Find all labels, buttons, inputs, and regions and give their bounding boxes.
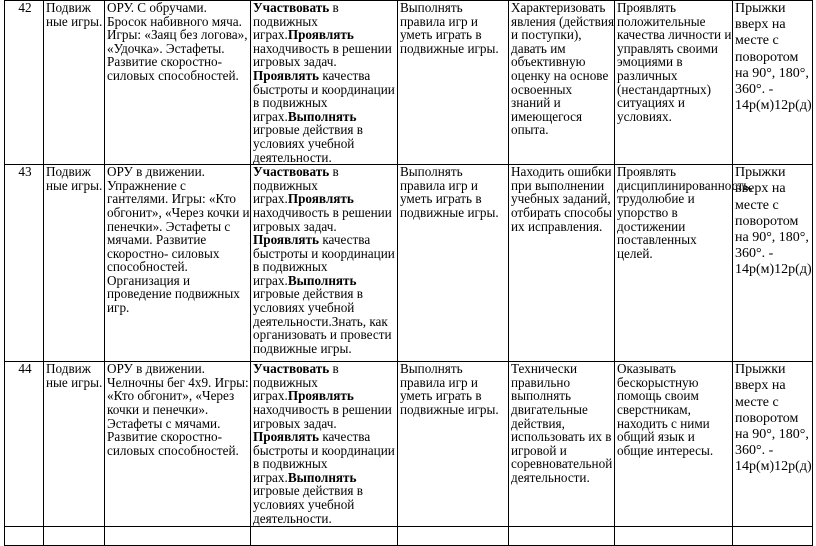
- activity-verb: Проявлять: [287, 191, 354, 207]
- activity-text: находчивость в решении игровых задач.: [253, 40, 392, 70]
- activity-text: игровые действия в условиях учебной деятельности.: [253, 483, 364, 526]
- table-row: [5, 362, 813, 527]
- activity-text: качества быстроты и координации в подвижных играх.: [253, 429, 395, 485]
- meta-result: Находить ошибки при выполнении учебных заданий, отбирать способы их исправления.: [509, 165, 615, 362]
- lesson-number: 42: [5, 1, 44, 165]
- activity-verb: Проявлять: [287, 27, 354, 43]
- activity-verb: Проявлять: [253, 67, 320, 83]
- activity-text: в подвижных играх.: [253, 0, 339, 43]
- empty-cell: [44, 527, 105, 546]
- personal-result: Оказывать бескорыстную помощь своим сверстникам, находить с ними общий язык и общие интересы.: [615, 362, 733, 527]
- activity-text: в подвижных играх.: [253, 164, 339, 207]
- activity-description: [251, 362, 398, 527]
- empty-cell: [5, 527, 44, 546]
- activity-description: [251, 165, 398, 362]
- empty-cell: [733, 527, 813, 546]
- activity-verb: Выполнять: [287, 108, 357, 124]
- activity-verb: Выполнять: [287, 272, 357, 288]
- activity-verb: Проявлять: [253, 232, 320, 248]
- empty-cell: [398, 527, 509, 546]
- lesson-type: Подвиж ные игры.: [44, 165, 105, 362]
- homework: Прыжки вверх на месте с поворотом на 90°, 180°, 360°. - 14р(м)12р(д): [733, 1, 813, 165]
- lesson-plan-table: [4, 0, 813, 546]
- activity-text: качества быстроты и координации в подвижных играх.: [253, 67, 395, 124]
- activity-verb: Проявлять: [287, 388, 354, 404]
- activity-verb: Участвовать: [253, 0, 330, 15]
- activity-text: в подвижных играх.: [253, 361, 339, 404]
- empty-row: [5, 527, 813, 546]
- subject-result: Выполнять правила игр и уметь играть в подвижные игры.: [398, 165, 509, 362]
- lesson-type: Подвиж ные игры.: [44, 1, 105, 165]
- activity-text: качества быстроты и координации в подвижных играх.: [253, 232, 395, 288]
- lesson-number: 43: [5, 165, 44, 362]
- lesson-content: ОРУ. С обручами. Бросок набивного мяча. Игры: «Заяц без логова», «Удочка». Эстафеты. Развитие скоростно-силовых способностей.: [105, 1, 251, 165]
- activity-text: Знать, как организовать и провести подвижные игры.: [253, 313, 392, 356]
- subject-result: Выполнять правила игр и уметь играть в подвижные игры.: [398, 362, 509, 527]
- activity-verb: Проявлять: [253, 429, 320, 445]
- meta-result: Технически правильно выполнять двигательные действия, использовать их в игровой и соревновательной деятельности.: [509, 362, 615, 527]
- empty-cell: [251, 527, 398, 546]
- lesson-content: ОРУ в движении. Челночны бег 4х9. Игры: «Кто обгонит», «Через кочки и пенечки». Эстафеты с мячами. Развитие скоростно-силовых способностей.: [105, 362, 251, 527]
- activity-verb: Участвовать: [253, 361, 330, 377]
- personal-result: Проявлять дисциплинированность, трудолюбие и упорство в достижении поставленных целей.: [615, 165, 733, 362]
- empty-cell: [615, 527, 733, 546]
- activity-text: находчивость в решении игровых задач.: [253, 401, 392, 431]
- table-row: [5, 165, 813, 362]
- lesson-type: Подвиж ные игры.: [44, 362, 105, 527]
- empty-cell: [105, 527, 251, 546]
- table-body: [5, 1, 813, 546]
- meta-result: Характеризовать явления (действия и поступки), давать им объективную оценку на основе освоенных знаний и имеющегося опыта.: [509, 1, 615, 165]
- table-row: [5, 1, 813, 165]
- activity-description: [251, 1, 398, 165]
- activity-text: игровые действия в условиях учебной деятельности.: [253, 286, 364, 329]
- activity-text: находчивость в решении игровых задач.: [253, 204, 392, 234]
- homework: Прыжки вверх на месте с поворотом на 90°, 180°, 360°. - 14р(м)12р(д): [733, 362, 813, 527]
- subject-result: Выполнять правила игр и уметь играть в подвижные игры.: [398, 1, 509, 165]
- personal-result: Проявлять положительные качества личности и управлять своими эмоциями в различных (нестандартных) ситуациях и условиях.: [615, 1, 733, 165]
- lesson-content: ОРУ в движении. Упражнение с гантелями. Игры: «Кто обгонит», «Через кочки и пенечки». Эстафеты с мячами. Развитие скоростно- силовых способностей. Организация и проведение подвижных игр.: [105, 165, 251, 362]
- lesson-number: 44: [5, 362, 44, 527]
- homework: Прыжки вверх на месте с поворотом на 90°, 180°, 360°. - 14р(м)12р(д): [733, 165, 813, 362]
- activity-text: игровые действия в условиях учебной деятельности.: [253, 122, 364, 165]
- activity-verb: Выполнять: [287, 469, 357, 485]
- empty-cell: [509, 527, 615, 546]
- activity-verb: Участвовать: [253, 164, 330, 180]
